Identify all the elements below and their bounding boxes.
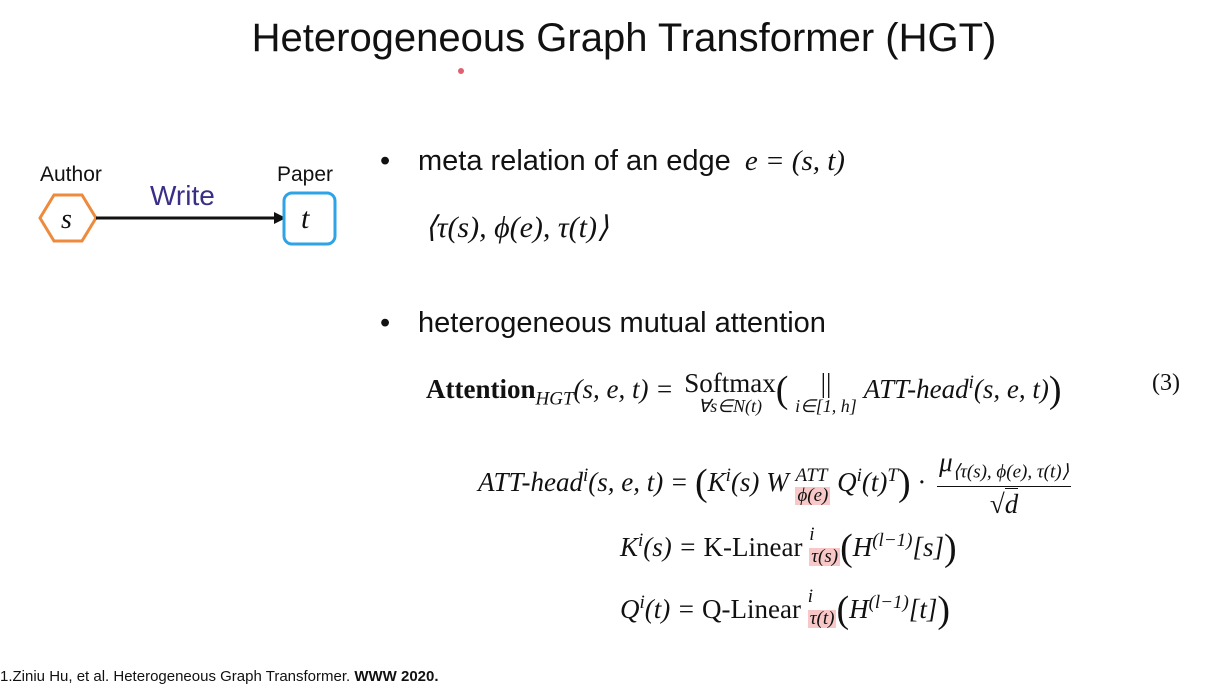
bullet-1-math: e = (s, t) bbox=[744, 145, 845, 177]
k-h-sup: (l−1) bbox=[872, 530, 913, 551]
q-args: (t) bbox=[861, 466, 888, 497]
dot-operator: · bbox=[917, 466, 927, 497]
footnote-venue: WWW 2020. bbox=[354, 668, 439, 685]
w-term: W bbox=[766, 466, 789, 497]
concat-sub: i∈[1, h] bbox=[795, 396, 857, 416]
q-lhs-args: (t) = bbox=[644, 594, 696, 624]
equation-q-linear: $Q^i(t)$ = Q-Linear i τ(t) $(H^{(l-1)}[t])$ bbox=[620, 586, 951, 631]
target-node-symbol: t bbox=[301, 202, 310, 235]
k-h-args: [s] bbox=[912, 532, 945, 562]
sqrt-d: √d bbox=[989, 489, 1019, 520]
k-linear-sup: i bbox=[809, 524, 815, 545]
q-term: Q bbox=[837, 466, 857, 497]
softmax-label: Softmax bbox=[684, 368, 776, 398]
sqrt-d-value: d bbox=[1004, 489, 1019, 520]
q-h-args: [t] bbox=[908, 594, 938, 624]
k-args: (s) bbox=[730, 466, 760, 497]
softmax-sub: ∀s∈N(t) bbox=[697, 396, 762, 416]
head-label: ATT-head bbox=[863, 374, 969, 404]
q-lhs-sup: i bbox=[639, 592, 645, 613]
footnote bbox=[0, 668, 439, 685]
bullet-2-text: heterogeneous mutual attention bbox=[418, 307, 826, 339]
k-linear-fn: K-Linear bbox=[703, 532, 803, 562]
w-sup: ATT bbox=[795, 464, 828, 486]
att-head-lhs-sup: i bbox=[583, 464, 589, 486]
k-lhs: K bbox=[620, 532, 639, 562]
bullet-text bbox=[418, 145, 845, 178]
attention-args: (s, e, t) = bbox=[573, 374, 674, 404]
q-sup: i bbox=[856, 464, 862, 486]
head-args: (s, e, t) bbox=[973, 374, 1049, 404]
attention-name: Attention bbox=[426, 374, 536, 404]
bullet-marker: • bbox=[380, 307, 391, 339]
meta-relation-diagram bbox=[30, 150, 360, 260]
equation-k-linear: $K^i(s)$ = K-Linear i τ(s) $(H^{(l-1)}[s])$ bbox=[620, 524, 957, 569]
q-linear-sub-highlight: τ(t) bbox=[809, 608, 835, 629]
q-linear-sup: i bbox=[807, 586, 813, 607]
mu-sub: ⟨τ(s), ϕ(e), τ(t)⟩ bbox=[952, 461, 1070, 483]
k-h-term: H bbox=[852, 532, 873, 562]
q-h-term: H bbox=[849, 594, 869, 624]
equation-number: (3) bbox=[1152, 370, 1180, 396]
q-linear-fn: Q-Linear bbox=[702, 594, 801, 624]
mu-term: μ bbox=[939, 447, 953, 477]
att-head-lhs: ATT-head bbox=[478, 466, 583, 497]
k-sup: i bbox=[725, 464, 731, 486]
q-lhs: Q bbox=[620, 594, 640, 624]
cursor-dot bbox=[458, 68, 464, 74]
head-sup: i bbox=[968, 372, 974, 393]
footnote-text: 1.Ziniu Hu, et al. Heterogeneous Graph Transformer. bbox=[0, 668, 351, 685]
meta-relation-tuple: ⟨τ(s), ϕ(e), τ(t)⟩ bbox=[425, 211, 609, 244]
source-node-label: Author bbox=[40, 163, 102, 186]
edge-label: Write bbox=[150, 180, 215, 211]
attention-sub: HGT bbox=[535, 388, 574, 410]
w-sub-highlight: ϕ(e) bbox=[797, 484, 829, 506]
k-linear-sub-highlight: τ(s) bbox=[811, 546, 839, 567]
source-node-symbol: s bbox=[61, 204, 72, 235]
k-term: K bbox=[707, 466, 726, 497]
equation-att-head: ATT-head$^i$(s, e, $t) = (K^i(s)$ W ATT ϕ(e) $Q^i(t)^T$) · $\frac{\mu_{⟨\tau(s), \phi(e), \tau(t)⟩}}{√d}$ bbox=[478, 447, 1070, 520]
k-lhs-args: (s) = bbox=[643, 532, 697, 562]
transpose-sup: T bbox=[887, 464, 898, 486]
target-node-label: Paper bbox=[277, 163, 334, 186]
slide-title: Heterogeneous Graph Transformer (HGT) bbox=[251, 16, 997, 60]
paper-node-box bbox=[284, 193, 335, 244]
bullet-1-text: meta relation of an edge bbox=[418, 145, 731, 177]
att-head-lhs-args: (s, e, t) = bbox=[588, 466, 689, 497]
bullet-marker: • bbox=[380, 145, 391, 177]
equation-attention: Attention$_{HGT}$(s, e, t) = Softmax ∀s∈N(t) ( || i∈[1, h] ATT-head$^i$(s, e, t)) bbox=[426, 368, 1062, 416]
k-lhs-sup: i bbox=[638, 530, 644, 551]
q-h-sup: (l−1) bbox=[868, 592, 909, 613]
concat-symbol: || bbox=[820, 368, 832, 398]
